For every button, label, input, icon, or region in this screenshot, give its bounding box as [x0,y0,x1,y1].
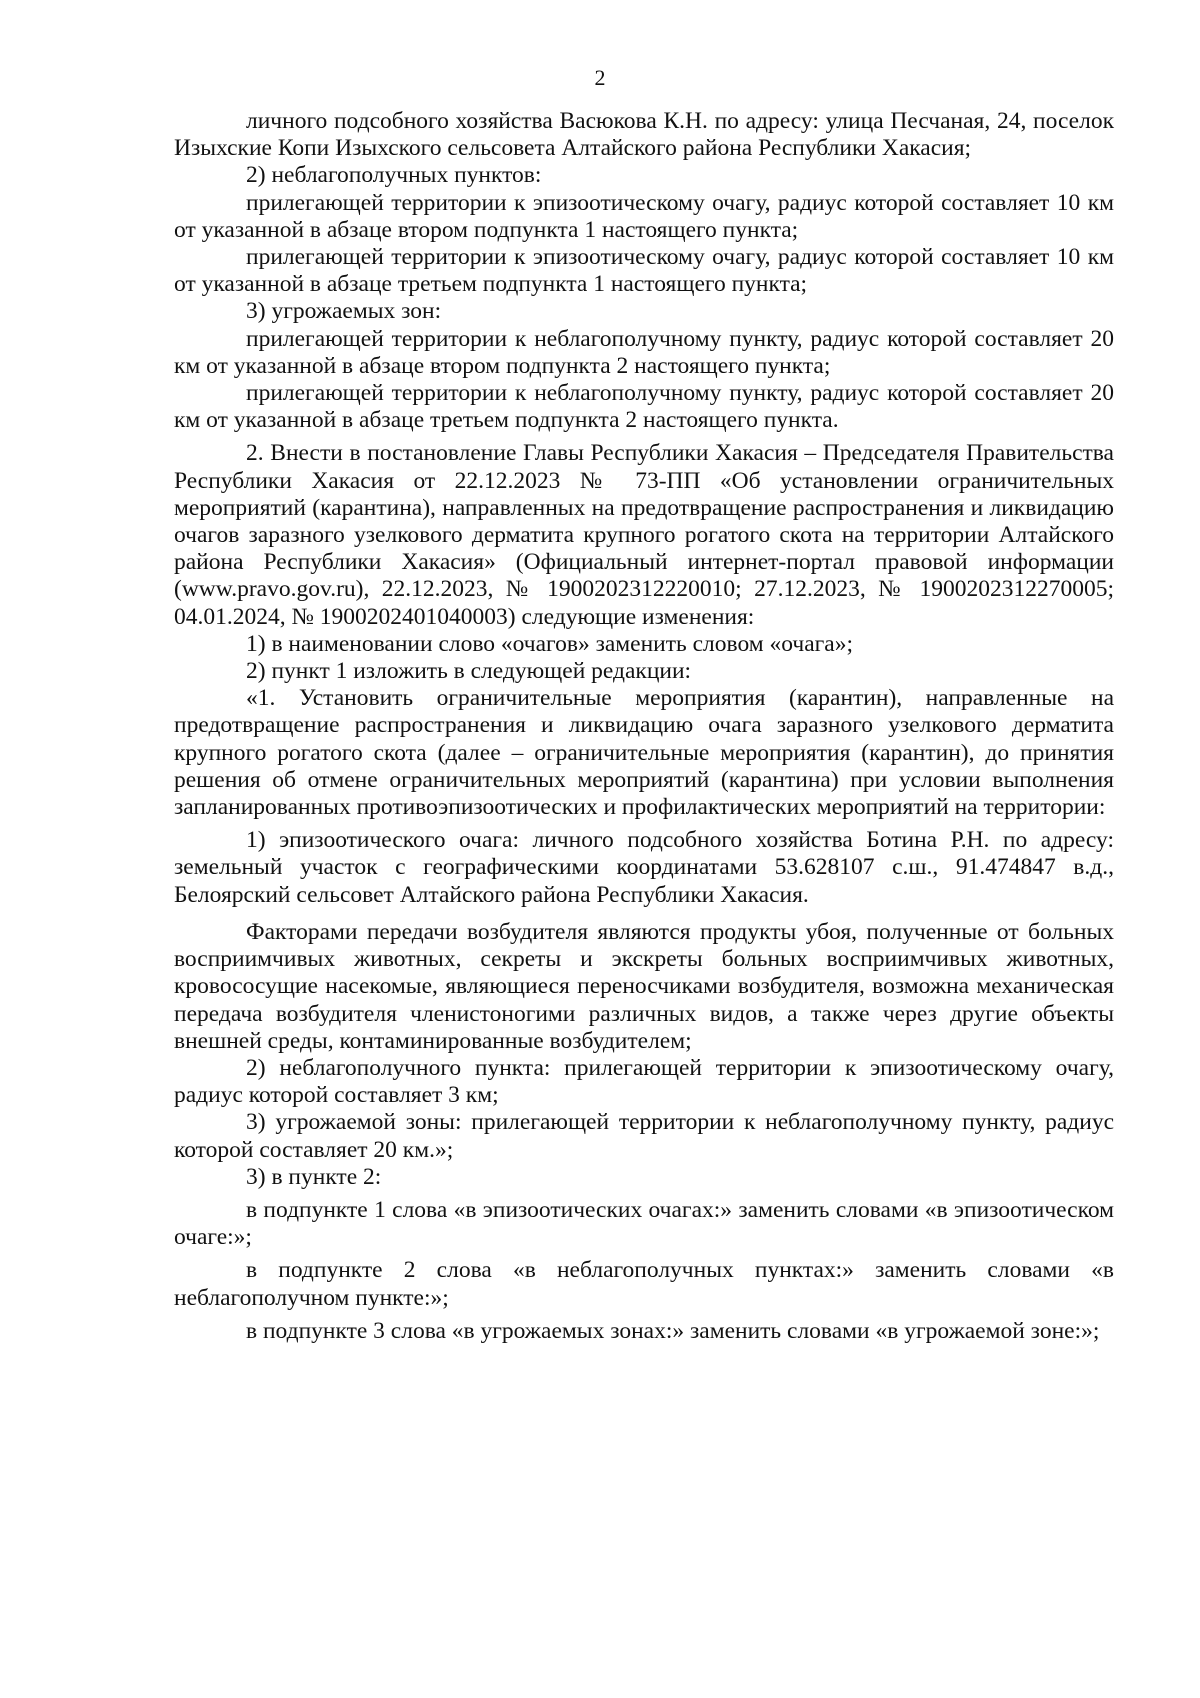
paragraph-territory-4: прилегающей территории к неблагополучному пункту, радиус которой составляет 20 км от указанной в абзаце третьем подпункта 2 настоящего пункта. [174,380,1114,434]
paragraph-subpoint-1-change: в подпункте 1 слова «в эпизоотических очагах:» заменить словами «в эпизоотическом очаге:»; [174,1196,1114,1251]
paragraph-threatened-zone: 3) угрожаемой зоны: прилегающей территории к неблагополучному пункту, радиус которой составляет 20 км.»; [174,1109,1114,1163]
paragraph-amendment-2: 2) пункт 1 изложить в следующей редакции: [246,658,692,685]
paragraph-transmission-factors: Факторами передачи возбудителя являются продукты убоя, полученные от больных восприимчивых животных, секреты и экскреты больных восприимчивых животных, кровососущие насекомые, являющиеся переносчиками возбудителя, возможна механическая передача возбудителя членистоногими различных видов, а также через другие объекты внешней среды, контаминированные возбудителем; [174,918,1114,1054]
paragraph-epizootic-focus: 1) эпизоотического очага: личного подсобного хозяйства Ботина Р.Н. по адресу: земельный участок с географическими координатами 53.628107 с.ш., 91.474847 в.д., Белоярский сельсовет Алтайского района Республики Хакасия. [174,827,1114,908]
paragraph-amendment-intro: 2. Внести в постановление Главы Республики Хакасия – Председателя Правительства Республики Хакасия от 22.12.2023 № 73-ПП «Об установлении ограничительных мероприятий (карантина), направленных на предотвращение распространения и ликвидацию очагов заразного узелкового дерматита крупного рогатого скота на территории Алтайского района Республики Хакасия» (Официальный интернет-портал правовой информации (www.pravo.gov.ru), 22.12.2023, № 1900202312220010; 27.12.2023, № 1900202312270005; 04.01.2024, № 1900202401040003) следующие изменения: [174,440,1114,630]
paragraph-continuation: личного подсобного хозяйства Васюкова К.Н. по адресу: улица Песчаная, 24, поселок Изыхские Копи Изыхского сельсовета Алтайского района Республики Хакасия; [174,108,1114,162]
paragraph-subpoint-3: 3) угрожаемых зон: [246,298,442,325]
paragraph-new-point-1: «1. Установить ограничительные мероприятия (карантин), направленные на предотвращение распространения и ликвидацию очага заразного узелкового дерматита крупного рогатого скота (далее – ограничительные мероприятия (карантин), до принятия решения об отмене ограничительных мероприятий (карантина) при условии выполнения запланированных противоэпизоотических и профилактических мероприятий на территории: [174,685,1114,821]
page-number: 2 [594,65,606,90]
paragraph-territory-2: прилегающей территории к эпизоотическому очагу, радиус которой составляет 10 км от указанной в абзаце третьем подпункта 1 настоящего пункта; [174,244,1114,298]
paragraph-subpoint-2: 2) неблагополучных пунктов: [246,162,542,189]
document-body [174,108,1114,1345]
paragraph-subpoint-2-change: в подпункте 2 слова «в неблагополучных пунктах:» заменить словами «в неблагополучном пункте:»; [174,1257,1114,1311]
paragraph-unfavorable-point: 2) неблагополучного пункта: прилегающей территории к эпизоотическому очагу, радиус которой составляет 3 км; [174,1054,1114,1109]
paragraph-amendment-1: 1) в наименовании слово «очагов» заменить словом «очага»; [246,630,853,657]
paragraph-territory-3: прилегающей территории к неблагополучному пункту, радиус которой составляет 20 км от указанной в абзаце втором подпункта 2 настоящего пункта; [174,325,1114,379]
paragraph-subpoint-3-change: в подпункте 3 слова «в угрожаемых зонах:» заменить словами «в угрожаемой зоне:»; [246,1317,1100,1344]
paragraph-territory-1: прилегающей территории к эпизоотическому очагу, радиус которой составляет 10 км от указанной в абзаце втором подпункта 1 настоящего пункта; [174,189,1114,243]
paragraph-amendment-3: 3) в пункте 2: [246,1163,382,1190]
